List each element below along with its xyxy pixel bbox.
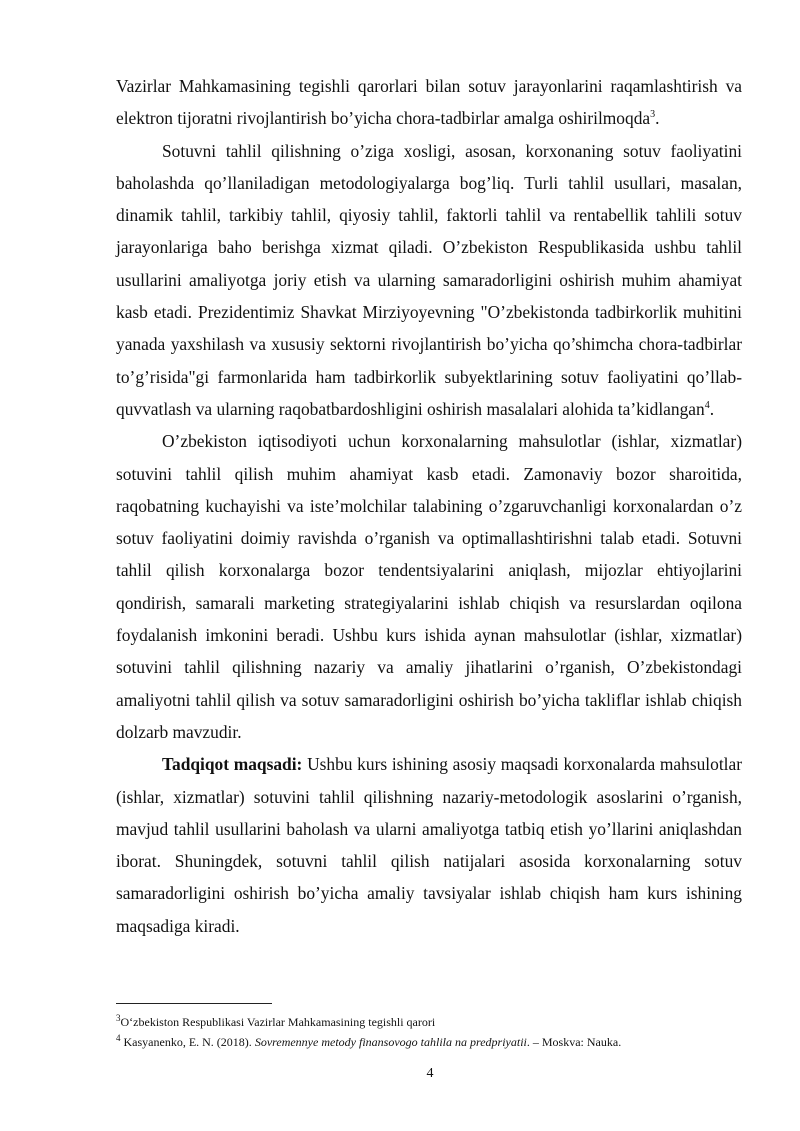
footnote-author: Kasyanenko, E. N. (2018). bbox=[120, 1035, 255, 1049]
footnote-3 bbox=[116, 1013, 742, 1031]
footnote-publisher: . – Moskva: Nauka. bbox=[526, 1035, 622, 1049]
paragraph-research-goal bbox=[116, 748, 742, 942]
footnote-separator bbox=[116, 1003, 272, 1004]
footnote-reference-3[interactable]: 3 bbox=[650, 109, 656, 121]
page-number: 4 bbox=[426, 1066, 434, 1081]
footnote-number: 4 bbox=[116, 1033, 121, 1043]
paragraph-text: Sotuvni tahlil qilishning o’ziga xosligi, asosan, korxonaning sotuv faoliyatini baholashda qo’llaniladigan metodologiyalarga bog’liq. Turli tahlil usullari, masalan, dinamik tahlil, tarkibiy tahlil, qiyosiy tahlil, faktorli tahlil va rentabellik tahlili sotuv jarayonlariga baho berishga xizmat qiladi. O’zbekiston Respublikasida ushbu tahlil usullarini amaliyotga joriy etish va ularning samaradorligini oshirish muhim ahamiyat kasb etadi. Prezidentimiz Shavkat Mirziyoyevning "O’zbekistonda tadbirkorlik muhitini yanada yaxshilash va xususiy sektorni rivojlantirish bo’yicha qo’shimcha chora-tadbirlar to’g’risida"gi farmonlarida ham tadbirkorlik subyektlarining sotuv faoliyatini qo’llab-quvvatlash va ularning raqobatbardoshligini oshirish masalalari alohida ta’kidlangan bbox=[116, 140, 742, 419]
document-body bbox=[116, 70, 742, 942]
paragraph-3 bbox=[116, 425, 742, 748]
footnote-reference-4[interactable]: 4 bbox=[704, 400, 710, 412]
paragraph-1 bbox=[116, 70, 742, 135]
footnotes bbox=[116, 1013, 742, 1053]
paragraph-2 bbox=[116, 135, 742, 426]
footnote-number: 3 bbox=[116, 1013, 121, 1023]
footnote-text: O‘zbekiston Respublikasi Vazirlar Mahkamasining tegishli qarori bbox=[120, 1015, 436, 1029]
paragraph-text: Vazirlar Mahkamasining tegishli qarorlari bilan sotuv jarayonlarini raqamlashtirish va elektron tijoratni rivojlantirish bo’yicha chora-tadbirlar amalga oshirilmoqda bbox=[116, 76, 742, 129]
paragraph-text: Ushbu kurs ishining asosiy maqsadi korxonalarda mahsulotlar (ishlar, xizmatlar) sotuvini tahlil qilishning nazariy-metodologik asoslarini o’rganish, mavjud tahlil usullarini baholash va ularni amaliyotga tatbiq etish yo’llarini aniqlashdan iborat. Shuningdek, sotuvni tahlil qilish natijalari asosida korxonalarning sotuv samaradorligini oshirish bo’yicha amaliy tavsiyalar ishlab chiqish ham kurs ishining maqsadiga kiradi. bbox=[116, 754, 742, 936]
paragraph-end: . bbox=[709, 398, 715, 419]
research-goal-heading: Tadqiqot maqsadi: bbox=[162, 754, 303, 775]
paragraph-end: . bbox=[655, 108, 660, 129]
footnote-4 bbox=[116, 1033, 742, 1051]
paragraph-text: O’zbekiston iqtisodiyoti uchun korxonalarning mahsulotlar (ishlar, xizmatlar) sotuvini tahlil qilish muhim ahamiyat kasb etadi. Zamonaviy bozor sharoitida, raqobatning kuchayishi va iste’molchilar talabining o’zgaruvchanligi korxonalardan o’z sotuv faoliyatini doimiy ravishda o’rganish va optimallashtirishni talab etadi. Sotuvni tahlil qilish korxonalarga bozor tendentsiyalarini aniqlash, mijozlar ehtiyojlarini qondirish, samarali marketing strategiyalarini ishlab chiqish va resurslardan oqilona foydalanish imkonini beradi. Ushbu kurs ishida aynan mahsulotlar (ishlar, xizmatlar) sotuvini tahlil qilishning nazariy va amaliy jihatlarini o’rganish, O’zbekistondagi amaliyotni tahlil qilish va sotuv samaradorligini oshirish bo’yicha takliflar ishlab chiqish dolzarb mavzudir. bbox=[116, 431, 742, 742]
footnote-title: Sovremennye metody finansovogo tahlila na predpriyatii bbox=[254, 1035, 527, 1049]
